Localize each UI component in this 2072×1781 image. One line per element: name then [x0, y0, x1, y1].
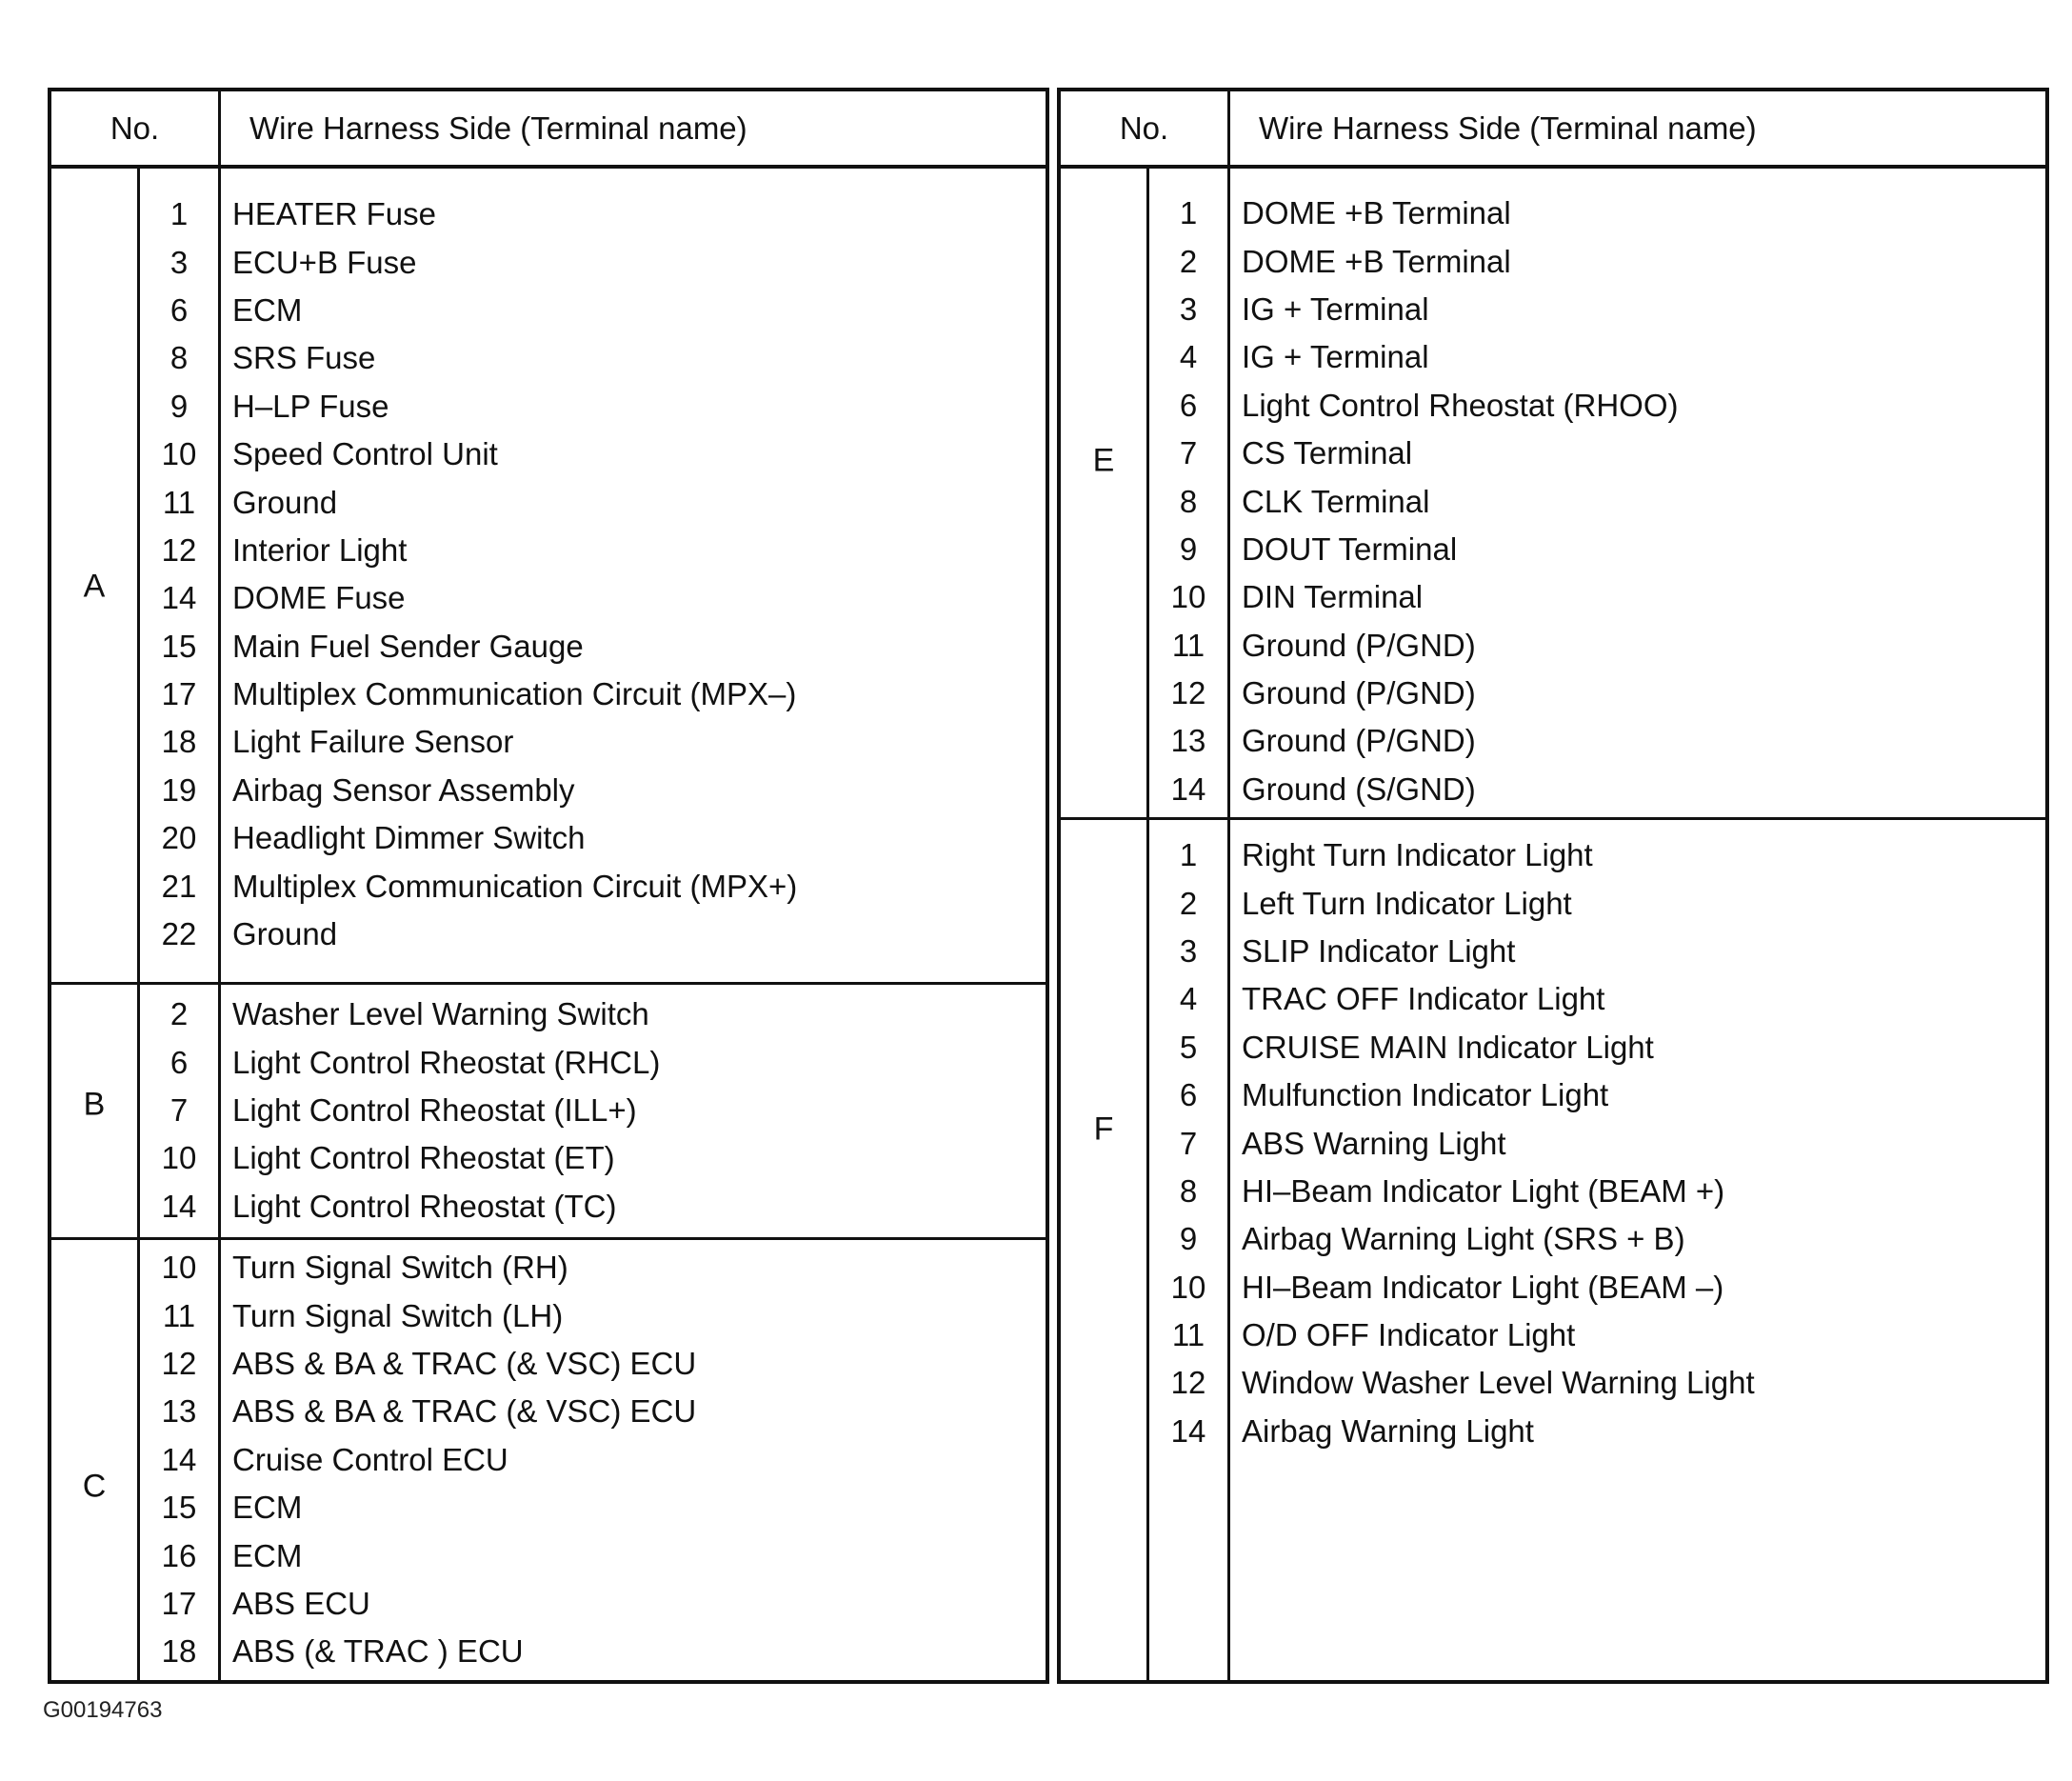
terminal-name: Ground (P/GND)	[1242, 627, 1476, 663]
terminal-name: Light Control Rheostat (TC)	[232, 1188, 617, 1224]
pin-number: 4	[1179, 339, 1198, 375]
terminal-name: ABS & BA & TRAC (& VSC) ECU	[232, 1345, 697, 1381]
pin-number: 12	[1170, 675, 1206, 711]
terminal-table-right	[1057, 88, 2049, 1684]
terminal-name: Airbag Sensor Assembly	[232, 771, 575, 808]
table-row	[51, 1183, 1046, 1231]
table-row	[51, 478, 1046, 526]
terminal-name: Ground	[232, 484, 338, 520]
group-rows	[1061, 190, 2045, 813]
table-row	[51, 862, 1046, 910]
pin-number: 13	[1170, 723, 1206, 759]
table-row	[51, 767, 1046, 814]
pin-number: 12	[161, 1345, 197, 1381]
pin-number: 11	[162, 484, 196, 520]
table-row	[51, 334, 1046, 382]
terminal-name: Washer Level Warning Switch	[232, 996, 649, 1032]
group-letter: E	[1092, 442, 1115, 479]
pin-number: 20	[161, 820, 197, 856]
pin-number: 6	[1179, 387, 1198, 423]
pin-number: 8	[169, 340, 189, 376]
header-rule	[1061, 165, 2045, 169]
table-row	[1061, 717, 2045, 765]
terminal-name: ECM	[232, 1490, 303, 1526]
table-row	[1061, 237, 2045, 285]
table-row	[51, 1340, 1046, 1388]
pin-number: 10	[161, 436, 197, 472]
table-row	[1061, 766, 2045, 813]
table-row	[1061, 975, 2045, 1023]
terminal-name: ABS (& TRAC ) ECU	[232, 1633, 524, 1670]
table-row	[1061, 1168, 2045, 1215]
pin-number: 16	[161, 1537, 197, 1573]
table-row	[1061, 286, 2045, 333]
group-rows	[51, 991, 1046, 1231]
table-row	[1061, 1359, 2045, 1407]
table-row	[1061, 1408, 2045, 1455]
group-divider	[1061, 817, 2045, 820]
pin-number: 4	[1179, 981, 1198, 1017]
table-row	[51, 623, 1046, 670]
terminal-name: CS Terminal	[1242, 435, 1413, 471]
pin-number: 9	[1179, 530, 1198, 567]
table-row	[1061, 1024, 2045, 1071]
table-row	[51, 991, 1046, 1038]
terminal-name: ECU+B Fuse	[232, 244, 417, 280]
table-row	[51, 670, 1046, 718]
terminal-name: Right Turn Indicator Light	[1242, 837, 1593, 873]
table-row	[51, 1628, 1046, 1675]
terminal-name: Main Fuel Sender Gauge	[232, 628, 584, 664]
header-no: No.	[110, 110, 160, 146]
table-row	[1061, 831, 2045, 879]
pin-number: 11	[162, 1297, 196, 1333]
table-row	[51, 911, 1046, 958]
group-rows	[51, 1244, 1046, 1676]
header-wire-harness-side: Wire Harness Side (Terminal name)	[1259, 110, 1757, 146]
table-row	[1061, 190, 2045, 237]
header-rule	[51, 165, 1046, 169]
terminal-name: Multiplex Communication Circuit (MPX+)	[232, 868, 798, 904]
table-row	[51, 430, 1046, 478]
table-row	[51, 527, 1046, 574]
pin-number: 3	[1179, 932, 1198, 969]
table-row	[1061, 1264, 2045, 1311]
group-divider	[51, 982, 1046, 985]
pin-number: 12	[1170, 1365, 1206, 1401]
table-row	[51, 287, 1046, 334]
header-no: No.	[1119, 110, 1169, 146]
pin-number: 7	[169, 1091, 189, 1128]
table-row	[51, 1087, 1046, 1134]
pin-number: 8	[1179, 483, 1198, 519]
pin-number: 5	[1179, 1029, 1198, 1065]
terminal-name: Light Control Rheostat (RHOO)	[1242, 387, 1679, 423]
header-wire-harness-side: Wire Harness Side (Terminal name)	[249, 110, 747, 146]
terminal-name: ABS & BA & TRAC (& VSC) ECU	[232, 1393, 697, 1430]
table-row	[51, 383, 1046, 430]
pin-number: 11	[1171, 1317, 1205, 1353]
table-row	[1061, 1119, 2045, 1167]
terminal-name: Turn Signal Switch (RH)	[232, 1250, 568, 1286]
table-row	[1061, 928, 2045, 975]
terminal-name: Speed Control Unit	[232, 436, 498, 472]
terminal-name: SLIP Indicator Light	[1242, 932, 1516, 969]
group-letter: B	[83, 1086, 106, 1123]
terminal-name: Interior Light	[232, 531, 408, 568]
terminal-name: Ground (P/GND)	[1242, 675, 1476, 711]
pin-number: 9	[169, 388, 189, 424]
pin-number: 21	[161, 868, 197, 904]
terminal-name: DOME +B Terminal	[1242, 195, 1511, 231]
terminal-name: Ground (S/GND)	[1242, 770, 1476, 807]
terminal-name: Cruise Control ECU	[232, 1441, 508, 1477]
terminal-name: Ground (P/GND)	[1242, 723, 1476, 759]
group-letter: A	[83, 568, 106, 605]
pin-number: 18	[161, 1633, 197, 1670]
table-row	[51, 1580, 1046, 1628]
terminal-name: H–LP Fuse	[232, 388, 389, 424]
pin-number: 6	[1179, 1077, 1198, 1113]
pin-number: 7	[1179, 1125, 1198, 1161]
terminal-name: Airbag Warning Light (SRS + B)	[1242, 1221, 1685, 1257]
table-row	[51, 190, 1046, 238]
table-row	[1061, 622, 2045, 670]
terminal-name: Multiplex Communication Circuit (MPX–)	[232, 676, 797, 712]
group-divider	[51, 1237, 1046, 1240]
table-row	[51, 1531, 1046, 1579]
pin-number: 6	[169, 291, 189, 328]
pin-number: 15	[161, 628, 197, 664]
pin-number: 8	[1179, 1172, 1198, 1209]
pin-number: 14	[1170, 1412, 1206, 1449]
pin-number: 3	[169, 244, 189, 280]
terminal-name: Light Failure Sensor	[232, 724, 514, 760]
terminal-name: ECM	[232, 1537, 303, 1573]
pin-number: 9	[1179, 1221, 1198, 1257]
pin-number: 2	[169, 996, 189, 1032]
pin-number: 7	[1179, 435, 1198, 471]
table-row	[51, 1134, 1046, 1182]
terminal-name: Light Control Rheostat (ET)	[232, 1140, 615, 1176]
terminal-name: IG + Terminal	[1242, 290, 1429, 327]
group-rows	[1061, 831, 2045, 1455]
terminal-name: ABS ECU	[232, 1585, 370, 1621]
table-row	[51, 1484, 1046, 1531]
pin-number: 14	[161, 580, 197, 616]
table-row	[1061, 477, 2045, 525]
table-row	[51, 1291, 1046, 1339]
table-row	[51, 1038, 1046, 1086]
terminal-name: TRAC OFF Indicator Light	[1242, 981, 1605, 1017]
terminal-name: ABS Warning Light	[1242, 1125, 1506, 1161]
terminal-name: DOME Fuse	[232, 580, 406, 616]
pin-number: 14	[1170, 770, 1206, 807]
terminal-table-left	[48, 88, 1049, 1684]
table-row	[51, 1244, 1046, 1291]
terminal-name: Turn Signal Switch (LH)	[232, 1297, 564, 1333]
terminal-name: IG + Terminal	[1242, 339, 1429, 375]
pin-number: 1	[1179, 195, 1198, 231]
table-row	[51, 1388, 1046, 1435]
pin-number: 14	[161, 1441, 197, 1477]
terminal-name: Light Control Rheostat (RHCL)	[232, 1044, 661, 1080]
terminal-name: Ground	[232, 916, 338, 952]
pin-number: 10	[1170, 579, 1206, 615]
table-row	[51, 238, 1046, 286]
pin-number: 10	[1170, 1269, 1206, 1305]
pin-number: 19	[161, 771, 197, 808]
table-row	[51, 574, 1046, 622]
pin-number: 18	[161, 724, 197, 760]
table-row	[1061, 430, 2045, 477]
pin-number: 10	[161, 1140, 197, 1176]
pin-number: 13	[161, 1393, 197, 1430]
pin-number: 11	[1171, 627, 1205, 663]
group-letter: C	[82, 1468, 107, 1505]
table-row	[1061, 879, 2045, 927]
table-row	[1061, 526, 2045, 573]
terminal-name: CLK Terminal	[1242, 483, 1430, 519]
pin-number: 2	[1179, 243, 1198, 279]
terminal-name: Left Turn Indicator Light	[1242, 885, 1572, 921]
group-letter: F	[1093, 1111, 1114, 1148]
table-row	[1061, 1311, 2045, 1359]
table-row	[51, 718, 1046, 766]
table-row	[1061, 382, 2045, 430]
table-row	[1061, 333, 2045, 381]
table-row	[51, 814, 1046, 862]
pin-number: 2	[1179, 885, 1198, 921]
table-row	[1061, 670, 2045, 717]
pin-number: 3	[1179, 290, 1198, 327]
terminal-name: SRS Fuse	[232, 340, 376, 376]
pin-number: 22	[161, 916, 197, 952]
pin-number: 12	[161, 531, 197, 568]
terminal-name: DOME +B Terminal	[1242, 243, 1511, 279]
table-row	[1061, 1071, 2045, 1119]
terminal-name: Window Washer Level Warning Light	[1242, 1365, 1755, 1401]
pin-number: 17	[161, 676, 197, 712]
pin-number: 10	[161, 1250, 197, 1286]
terminal-name: HI–Beam Indicator Light (BEAM +)	[1242, 1172, 1725, 1209]
terminal-name: Headlight Dimmer Switch	[232, 820, 586, 856]
terminal-name: CRUISE MAIN Indicator Light	[1242, 1029, 1654, 1065]
pin-number: 6	[169, 1044, 189, 1080]
terminal-name: ECM	[232, 291, 303, 328]
table-row	[51, 1436, 1046, 1484]
terminal-name: DIN Terminal	[1242, 579, 1424, 615]
group-rows	[51, 190, 1046, 958]
terminal-name: HEATER Fuse	[232, 196, 436, 232]
terminal-name: Airbag Warning Light	[1242, 1412, 1534, 1449]
terminal-name: Light Control Rheostat (ILL+)	[232, 1091, 637, 1128]
table-row	[1061, 573, 2045, 621]
terminal-name: HI–Beam Indicator Light (BEAM –)	[1242, 1269, 1724, 1305]
terminal-name: O/D OFF Indicator Light	[1242, 1317, 1576, 1353]
pin-number: 14	[161, 1188, 197, 1224]
figure-id: G00194763	[43, 1697, 163, 1723]
pin-number: 1	[1179, 837, 1198, 873]
table-row	[1061, 1215, 2045, 1263]
pin-number: 17	[161, 1585, 197, 1621]
pin-number: 15	[161, 1490, 197, 1526]
terminal-name: Mulfunction Indicator Light	[1242, 1077, 1609, 1113]
pin-number: 1	[169, 196, 189, 232]
terminal-name: DOUT Terminal	[1242, 530, 1458, 567]
